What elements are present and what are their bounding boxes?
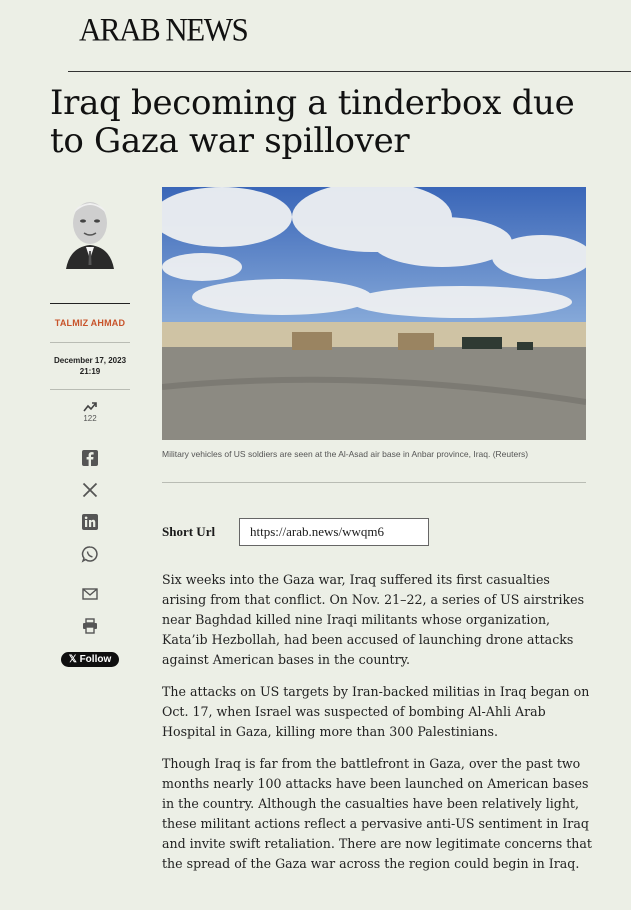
follow-x-button[interactable] bbox=[61, 652, 120, 667]
article-sidebar bbox=[50, 195, 130, 667]
sidebar-divider bbox=[50, 303, 130, 304]
whatsapp-icon[interactable] bbox=[81, 545, 99, 563]
facebook-icon[interactable] bbox=[81, 449, 99, 467]
trend-icon bbox=[83, 402, 97, 412]
header-divider bbox=[68, 71, 631, 72]
author-avatar[interactable] bbox=[60, 195, 120, 269]
author-name-link[interactable]: TALMIZ AHMAD bbox=[54, 318, 126, 328]
article-paragraph: Though Iraq is far from the battlefront in Gaza, over the past two months nearly 100 attacks have been launched on American bases in the country. Although the casualties have been relatively light, these militant actions reflect a pervasive anti-US sentiment in Iraq and invite swift retaliation. There are now legitimate concerns that the spread of the Gaza war across the region could begin in Iraq. bbox=[162, 756, 592, 871]
short-url-field[interactable]: https://arab.news/wwqm6 bbox=[239, 518, 429, 546]
caption-divider bbox=[162, 482, 586, 483]
follow-label: Follow bbox=[79, 654, 112, 665]
image-caption: Military vehicles of US soldiers are seen at the Al-Asad air base in Anbar province, Iraq. (Reuters) bbox=[162, 449, 529, 459]
short-url-label: Short Url bbox=[162, 524, 216, 539]
print-icon[interactable] bbox=[81, 617, 99, 635]
article-paragraph: Six weeks into the Gaza war, Iraq suffered its first casualties arising from that conflict. On Nov. 21–22, a series of US airstrikes near Baghdad killed nine Iraqi militants whose organization, Kata’ib Hezbollah, had been accused of launching drone attacks against American bases in the country. bbox=[162, 572, 585, 667]
email-icon[interactable] bbox=[81, 585, 99, 603]
sidebar-divider-light-2 bbox=[50, 389, 130, 390]
linkedin-icon[interactable] bbox=[81, 513, 99, 531]
hero-image[interactable] bbox=[162, 187, 586, 440]
view-count bbox=[50, 402, 130, 423]
publish-date-day: December 17, 2023 bbox=[53, 356, 127, 365]
view-count-value: 122 bbox=[83, 414, 97, 423]
article-body bbox=[162, 570, 592, 886]
share-bar bbox=[50, 449, 130, 635]
article-headline: Iraq becoming a tinderbox due to Gaza war spillover bbox=[50, 83, 575, 161]
x-icon[interactable] bbox=[81, 481, 99, 499]
x-logo-icon: 𝕏 bbox=[68, 654, 80, 665]
article-paragraph: The attacks on US targets by Iran-backed militias in Iraq began on Oct. 17, when Israel was suspected of bombing Al-Ahli Arab Hospital in Gaza, killing more than 300 Palestinians. bbox=[162, 684, 590, 739]
publish-date-time: 21:19 bbox=[79, 367, 101, 376]
sidebar-divider-light bbox=[50, 342, 130, 343]
publish-date bbox=[50, 355, 130, 377]
site-logo[interactable]: ARAB NEWS bbox=[79, 11, 248, 48]
